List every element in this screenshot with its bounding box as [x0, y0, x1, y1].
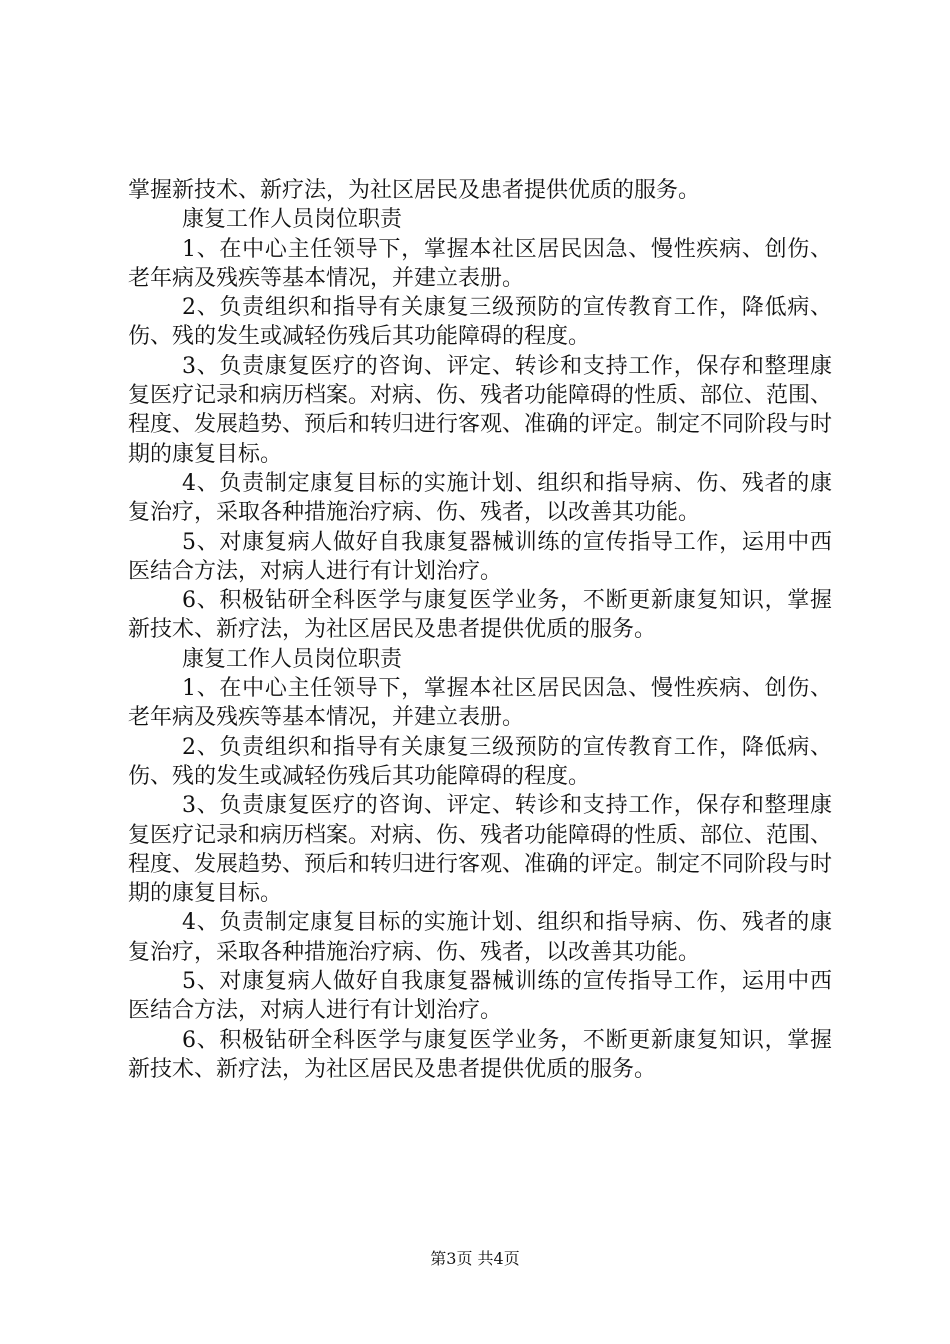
duty-item-1: 1、在中心主任领导下，掌握本社区居民因急、慢性疾病、创伤、老年病及残疾等基本情况，并建立表册。: [128, 676, 832, 731]
duty-item-4: 4、负责制定康复目标的实施计划、组织和指导病、伤、残者的康复治疗，采取各种措施治疗病、伤、残者，以改善其功能。: [128, 470, 832, 526]
duty-item-5: 5、对康复病人做好自我康复器械训练的宣传指导工作，运用中西医结合方法，对病人进行有计划治疗。: [128, 529, 832, 584]
duty-item-5: 5、对康复病人做好自我康复器械训练的宣传指导工作，运用中西医结合方法，对病人进行有计划治疗。: [128, 969, 832, 1024]
duty-item-4: 4、负责制定康复目标的实施计划、组织和指导病、伤、残者的康复治疗，采取各种措施治疗病、伤、残者，以改善其功能。: [128, 910, 832, 965]
duty-item-3: 3、负责康复医疗的咨询、评定、转诊和支持工作，保存和整理康复医疗记录和病历档案。对病、伤、残者功能障碍的性质、部位、范围、程度、发展趋势、预后和转归进行客观、准确的评定。制定不同阶段与时期的康复目标。: [128, 353, 833, 467]
section-heading: 康复工作人员岗位职责: [182, 646, 403, 672]
duty-item-1: 1、在中心主任领导下，掌握本社区居民因急、慢性疾病、创伤、老年病及残疾等基本情况，并建立表册。: [128, 236, 832, 291]
duty-item-2: 2、负责组织和指导有关康复三级预防的宣传教育工作，降低病、伤、残的发生或减轻伤残后其功能障碍的程度。: [128, 295, 832, 350]
page-number-footer: 第3页 共4页: [430, 1249, 520, 1268]
document-body: [128, 176, 832, 1084]
duty-item-6: 6、积极钻研全科医学与康复医学业务，不断更新康复知识，掌握新技术、新疗法，为社区居民及患者提供优质的服务。: [128, 588, 832, 643]
duty-item-2: 2、负责组织和指导有关康复三级预防的宣传教育工作，降低病、伤、残的发生或减轻伤残后其功能障碍的程度。: [128, 734, 832, 789]
duty-item-3: 3、负责康复医疗的咨询、评定、转诊和支持工作，保存和整理康复医疗记录和病历档案。对病、伤、残者功能障碍的性质、部位、范围、程度、发展趋势、预后和转归进行客观、准确的评定。制定不同阶段与时期的康复目标。: [128, 793, 833, 907]
section-heading: 康复工作人员岗位职责: [182, 207, 403, 233]
continuation-paragraph: 掌握新技术、新疗法，为社区居民及患者提供优质的服务。: [128, 178, 701, 203]
duty-item-6: 6、积极钻研全科医学与康复医学业务，不断更新康复知识，掌握新技术、新疗法，为社区居民及患者提供优质的服务。: [128, 1027, 832, 1082]
